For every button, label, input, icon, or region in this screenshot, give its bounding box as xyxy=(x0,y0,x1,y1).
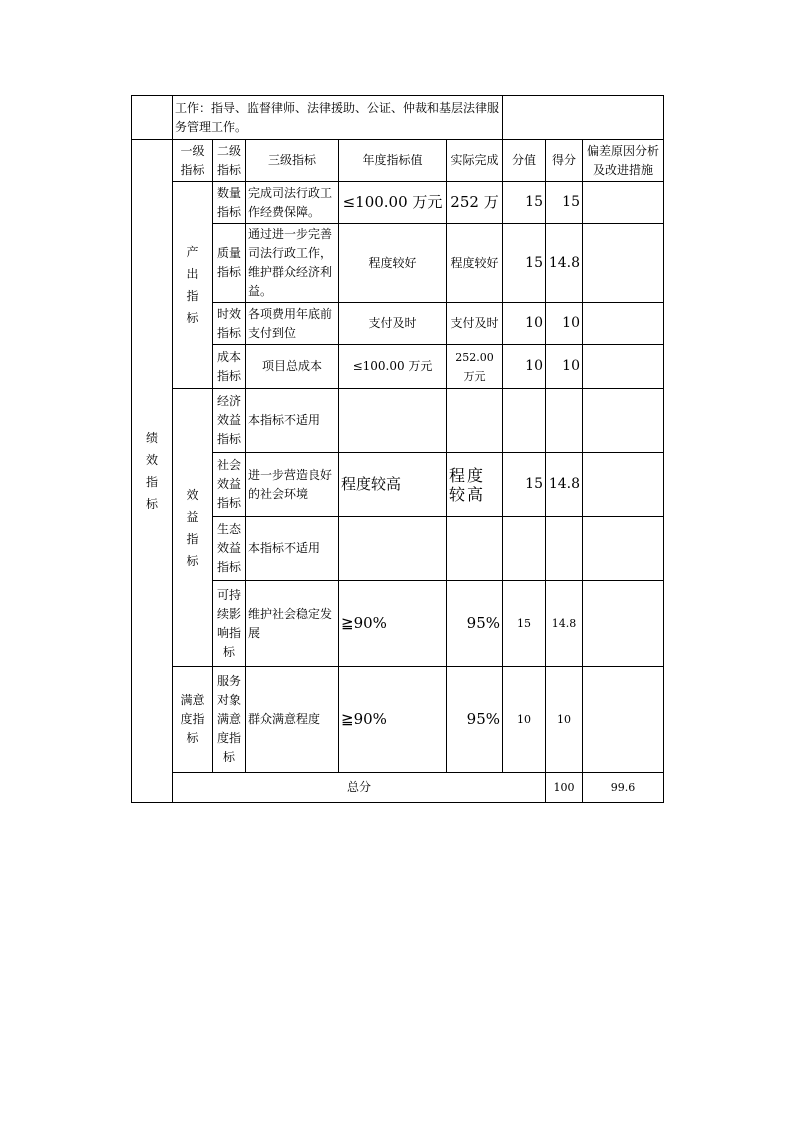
output-label-cell xyxy=(173,182,213,389)
score-cell: 10 xyxy=(503,345,546,389)
reason-cell xyxy=(583,224,664,303)
header-level3: 三级指标 xyxy=(246,140,339,182)
target-cell: ≤100.00 万元 xyxy=(339,182,447,224)
total-got: 99.6 xyxy=(583,773,664,803)
l3-cell: 各项费用年底前支付到位 xyxy=(246,303,339,345)
reason-cell xyxy=(583,667,664,773)
l2-cell: 服务对象满意度指标 xyxy=(213,667,246,773)
target-cell: 程度较好 xyxy=(339,224,447,303)
got-cell: 10 xyxy=(546,667,583,773)
score-cell xyxy=(503,389,546,453)
benefit-label-cell xyxy=(173,389,213,667)
header-target: 年度指标值 xyxy=(339,140,447,182)
got-cell: 14.8 xyxy=(546,453,583,517)
header-actual: 实际完成 xyxy=(447,140,503,182)
l3-cell: 本指标不适用 xyxy=(246,517,339,581)
performance-table xyxy=(131,95,664,803)
reason-cell xyxy=(583,453,664,517)
total-row xyxy=(132,773,664,803)
got-cell xyxy=(546,517,583,581)
actual-cell: 252.00 万元 xyxy=(447,345,503,389)
perf-label: 绩效指标 xyxy=(145,431,158,511)
table-row xyxy=(132,182,664,224)
top-row xyxy=(132,96,664,140)
total-score: 100 xyxy=(546,773,583,803)
actual-cell xyxy=(447,517,503,581)
actual-cell: 程度较高 xyxy=(447,453,503,517)
got-cell: 10 xyxy=(546,345,583,389)
header-got: 得分 xyxy=(546,140,583,182)
got-cell: 14.8 xyxy=(546,581,583,667)
l3-cell: 进一步营造良好的社会环境 xyxy=(246,453,339,517)
header-level2: 二级指标 xyxy=(213,140,246,182)
score-cell: 15 xyxy=(503,182,546,224)
l2-cell: 数量指标 xyxy=(213,182,246,224)
actual-cell: 95% xyxy=(447,581,503,667)
target-cell: ≧90% xyxy=(339,581,447,667)
l3-cell: 维护社会稳定发展 xyxy=(246,581,339,667)
table-row xyxy=(132,389,664,453)
score-cell: 15 xyxy=(503,224,546,303)
table-row xyxy=(132,667,664,773)
reason-cell xyxy=(583,389,664,453)
header-score: 分值 xyxy=(503,140,546,182)
actual-cell: 程度较好 xyxy=(447,224,503,303)
top-blank-cell xyxy=(503,96,664,140)
score-cell xyxy=(503,517,546,581)
l2-cell: 时效指标 xyxy=(213,303,246,345)
l3-cell: 完成司法行政工作经费保障。 xyxy=(246,182,339,224)
actual-cell: 95% xyxy=(447,667,503,773)
got-cell: 10 xyxy=(546,303,583,345)
header-reason: 偏差原因分析及改进措施 xyxy=(583,140,664,182)
target-cell xyxy=(339,517,447,581)
satisfaction-label-cell: 满意度指标 xyxy=(173,667,213,773)
l2-cell: 经济效益指标 xyxy=(213,389,246,453)
reason-cell xyxy=(583,581,664,667)
reason-cell xyxy=(583,303,664,345)
target-cell: 支付及时 xyxy=(339,303,447,345)
reason-cell xyxy=(583,182,664,224)
benefit-label: 效益指标 xyxy=(186,487,199,568)
actual-cell: 支付及时 xyxy=(447,303,503,345)
target-cell xyxy=(339,389,447,453)
got-cell xyxy=(546,389,583,453)
header-level1: 一级指标 xyxy=(173,140,213,182)
got-cell: 14.8 xyxy=(546,224,583,303)
reason-cell xyxy=(583,345,664,389)
target-cell: 程度较高 xyxy=(339,453,447,517)
l2-cell: 质量指标 xyxy=(213,224,246,303)
reason-cell xyxy=(583,517,664,581)
output-label: 产出指标 xyxy=(186,245,199,325)
l2-cell: 生态效益指标 xyxy=(213,517,246,581)
l2-cell: 成本指标 xyxy=(213,345,246,389)
top-text-cell: 工作：指导、监督律师、法律援助、公证、仲裁和基层法律服务管理工作。 xyxy=(173,96,503,140)
l3-cell: 项目总成本 xyxy=(246,345,339,389)
score-cell: 10 xyxy=(503,667,546,773)
header-row xyxy=(132,140,664,182)
target-cell: ≤100.00 万元 xyxy=(339,345,447,389)
score-cell: 10 xyxy=(503,303,546,345)
score-cell: 15 xyxy=(503,581,546,667)
l3-cell: 通过进一步完善司法行政工作，维护群众经济利益。 xyxy=(246,224,339,303)
top-empty-cell xyxy=(132,96,173,140)
score-cell: 15 xyxy=(503,453,546,517)
total-label: 总分 xyxy=(173,773,546,803)
actual-cell: 252 万 xyxy=(447,182,503,224)
l2-cell: 可持续影响指标 xyxy=(213,581,246,667)
l3-cell: 群众满意程度 xyxy=(246,667,339,773)
l3-cell: 本指标不适用 xyxy=(246,389,339,453)
actual-cell xyxy=(447,389,503,453)
l2-cell: 社会效益指标 xyxy=(213,453,246,517)
perf-label-cell xyxy=(132,140,173,803)
target-cell: ≧90% xyxy=(339,667,447,773)
got-cell: 15 xyxy=(546,182,583,224)
